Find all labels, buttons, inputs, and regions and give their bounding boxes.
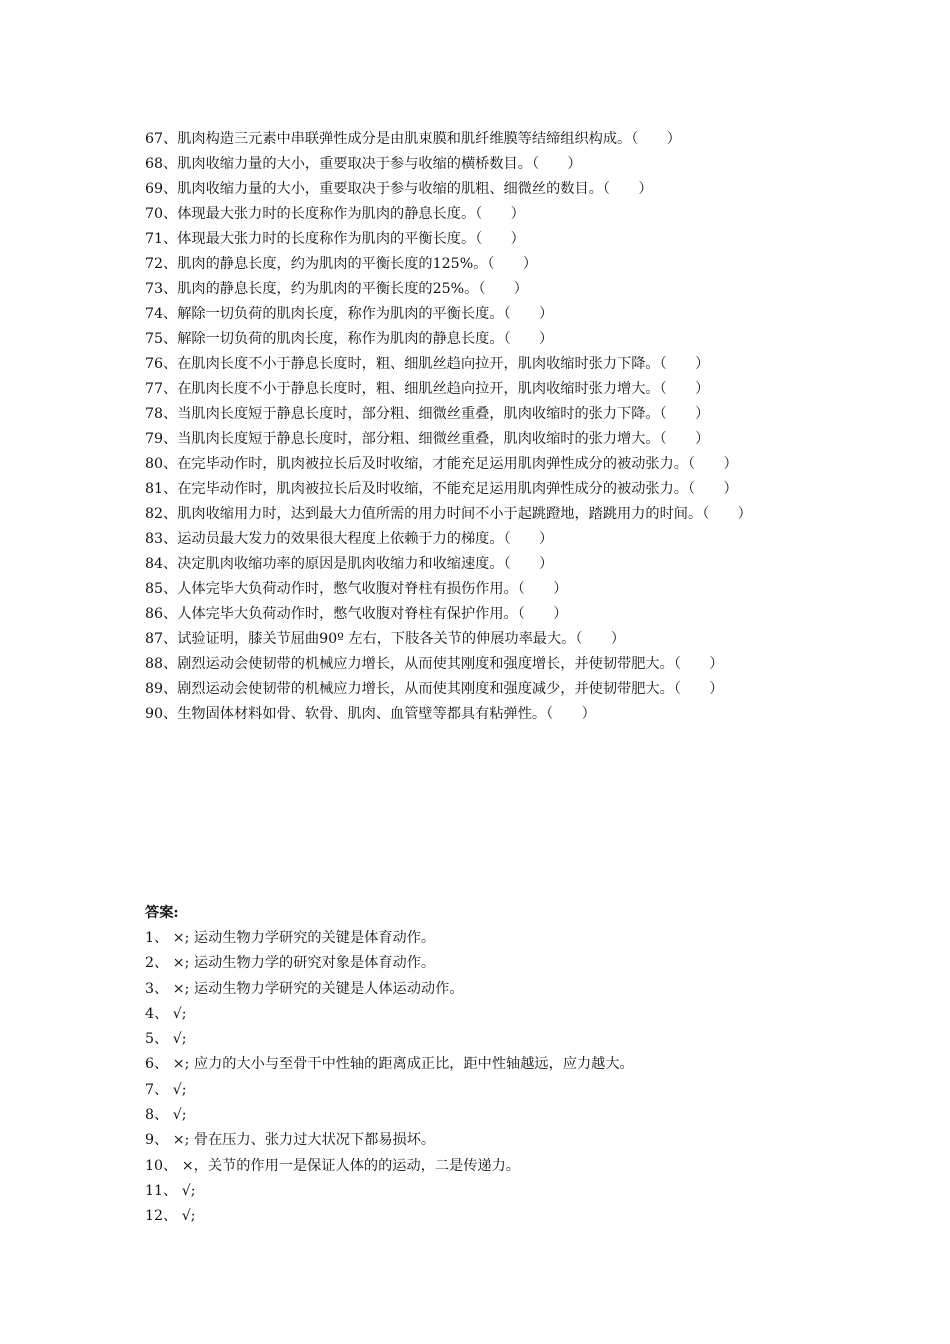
question-item: 90、生物固体材料如骨、软骨、肌肉、血管壁等都具有粘弹性。（ ） (145, 706, 596, 722)
answer-item: 10、 ×，关节的作用一是保证人体的的运动，二是传递力。 (145, 1157, 520, 1174)
answer-item: 5、 √; (145, 1031, 187, 1048)
question-item: 85、人体完毕大负荷动作时，憋气收腹对脊柱有损伤作用。（ ） (145, 581, 568, 597)
answer-item: 7、 √; (145, 1081, 187, 1098)
answer-item: 3、 ×; 运动生物力学研究的关键是人体运动动作。 (145, 980, 464, 997)
answer-item: 12、 √; (145, 1208, 196, 1225)
question-item: 81、在完毕动作时，肌肉被拉长后及时收缩，不能充足运用肌肉弹性成分的被动张力。（ ） (145, 481, 738, 497)
question-item: 69、肌肉收缩力量的大小，重要取决于参与收缩的肌粗、细微丝的数目。（ ） (145, 181, 653, 197)
question-list (145, 127, 810, 727)
question-item: 68、肌肉收缩力量的大小，重要取决于参与收缩的横桥数目。（ ） (145, 156, 582, 172)
answer-item: 4、 √; (145, 1005, 187, 1022)
question-item: 84、决定肌肉收缩功率的原因是肌肉收缩力和收缩速度。（ ） (145, 556, 554, 572)
question-item: 82、肌肉收缩用力时，达到最大力值所需的用力时间不小于起跳蹬地，踏跳用力的时间。（ ） (145, 506, 752, 522)
question-item: 73、肌肉的静息长度，约为肌肉的平衡长度的25%。（ ） (145, 281, 528, 297)
question-item: 89、剧烈运动会使韧带的机械应力增长，从而使其刚度和强度减少，并使韧带肥大。（ ） (145, 681, 724, 697)
question-item: 78、当肌肉长度短于静息长度时，部分粗、细微丝重叠，肌肉收缩时的张力下降。（ ） (145, 406, 710, 422)
question-item: 75、解除一切负荷的肌肉长度，称作为肌肉的静息长度。（ ） (145, 331, 554, 347)
question-item: 79、当肌肉长度短于静息长度时，部分粗、细微丝重叠，肌肉收缩时的张力增大。（ ） (145, 431, 710, 447)
question-item: 72、肌肉的静息长度，约为肌肉的平衡长度的125%。（ ） (145, 256, 538, 272)
answer-item: 1、 ×; 运动生物力学研究的关键是体育动作。 (145, 930, 436, 946)
answer-item: 6、 ×; 应力的大小与至骨干中性轴的距离成正比，距中性轴越远，应力越大。 (145, 1056, 634, 1073)
answers-heading: 答案: (145, 905, 179, 921)
question-item: 76、在肌肉长度不小于静息长度时，粗、细肌丝趋向拉开，肌肉收缩时张力下降。（ ） (145, 356, 710, 372)
question-item: 74、解除一切负荷的肌肉长度，称作为肌肉的平衡长度。（ ） (145, 306, 554, 322)
question-item: 70、体现最大张力时的长度称作为肌肉的静息长度。（ ） (145, 206, 525, 222)
question-item: 88、剧烈运动会使韧带的机械应力增长，从而使其刚度和强度增长，并使韧带肥大。（ ） (145, 656, 724, 672)
question-item: 86、人体完毕大负荷动作时，憋气收腹对脊柱有保护作用。（ ） (145, 606, 568, 622)
question-item: 87、试验证明，膝关节屈曲90º 左右，下肢各关节的伸展功率最大。（ ） (145, 631, 626, 647)
question-item: 80、在完毕动作时，肌肉被拉长后及时收缩，才能充足运用肌肉弹性成分的被动张力。（ ） (145, 456, 738, 472)
answer-section (145, 901, 810, 1230)
answer-item: 11、 √; (145, 1182, 196, 1199)
question-item: 77、在肌肉长度不小于静息长度时，粗、细肌丝趋向拉开，肌肉收缩时张力增大。（ ） (145, 381, 710, 397)
question-item: 71、体现最大张力时的长度称作为肌肉的平衡长度。（ ） (145, 231, 525, 247)
question-item: 83、运动员最大发力的效果很大程度上依赖于力的梯度。（ ） (145, 531, 554, 547)
answer-item: 9、 ×; 骨在压力、张力过大状况下都易损坏。 (145, 1132, 436, 1149)
answer-item: 2、 ×; 运动生物力学的研究对象是体育动作。 (145, 955, 436, 972)
question-item: 67、肌肉构造三元素中串联弹性成分是由肌束膜和肌纤维膜等结缔组织构成。（ ） (145, 131, 681, 147)
answer-item: 8、 √; (145, 1107, 187, 1124)
